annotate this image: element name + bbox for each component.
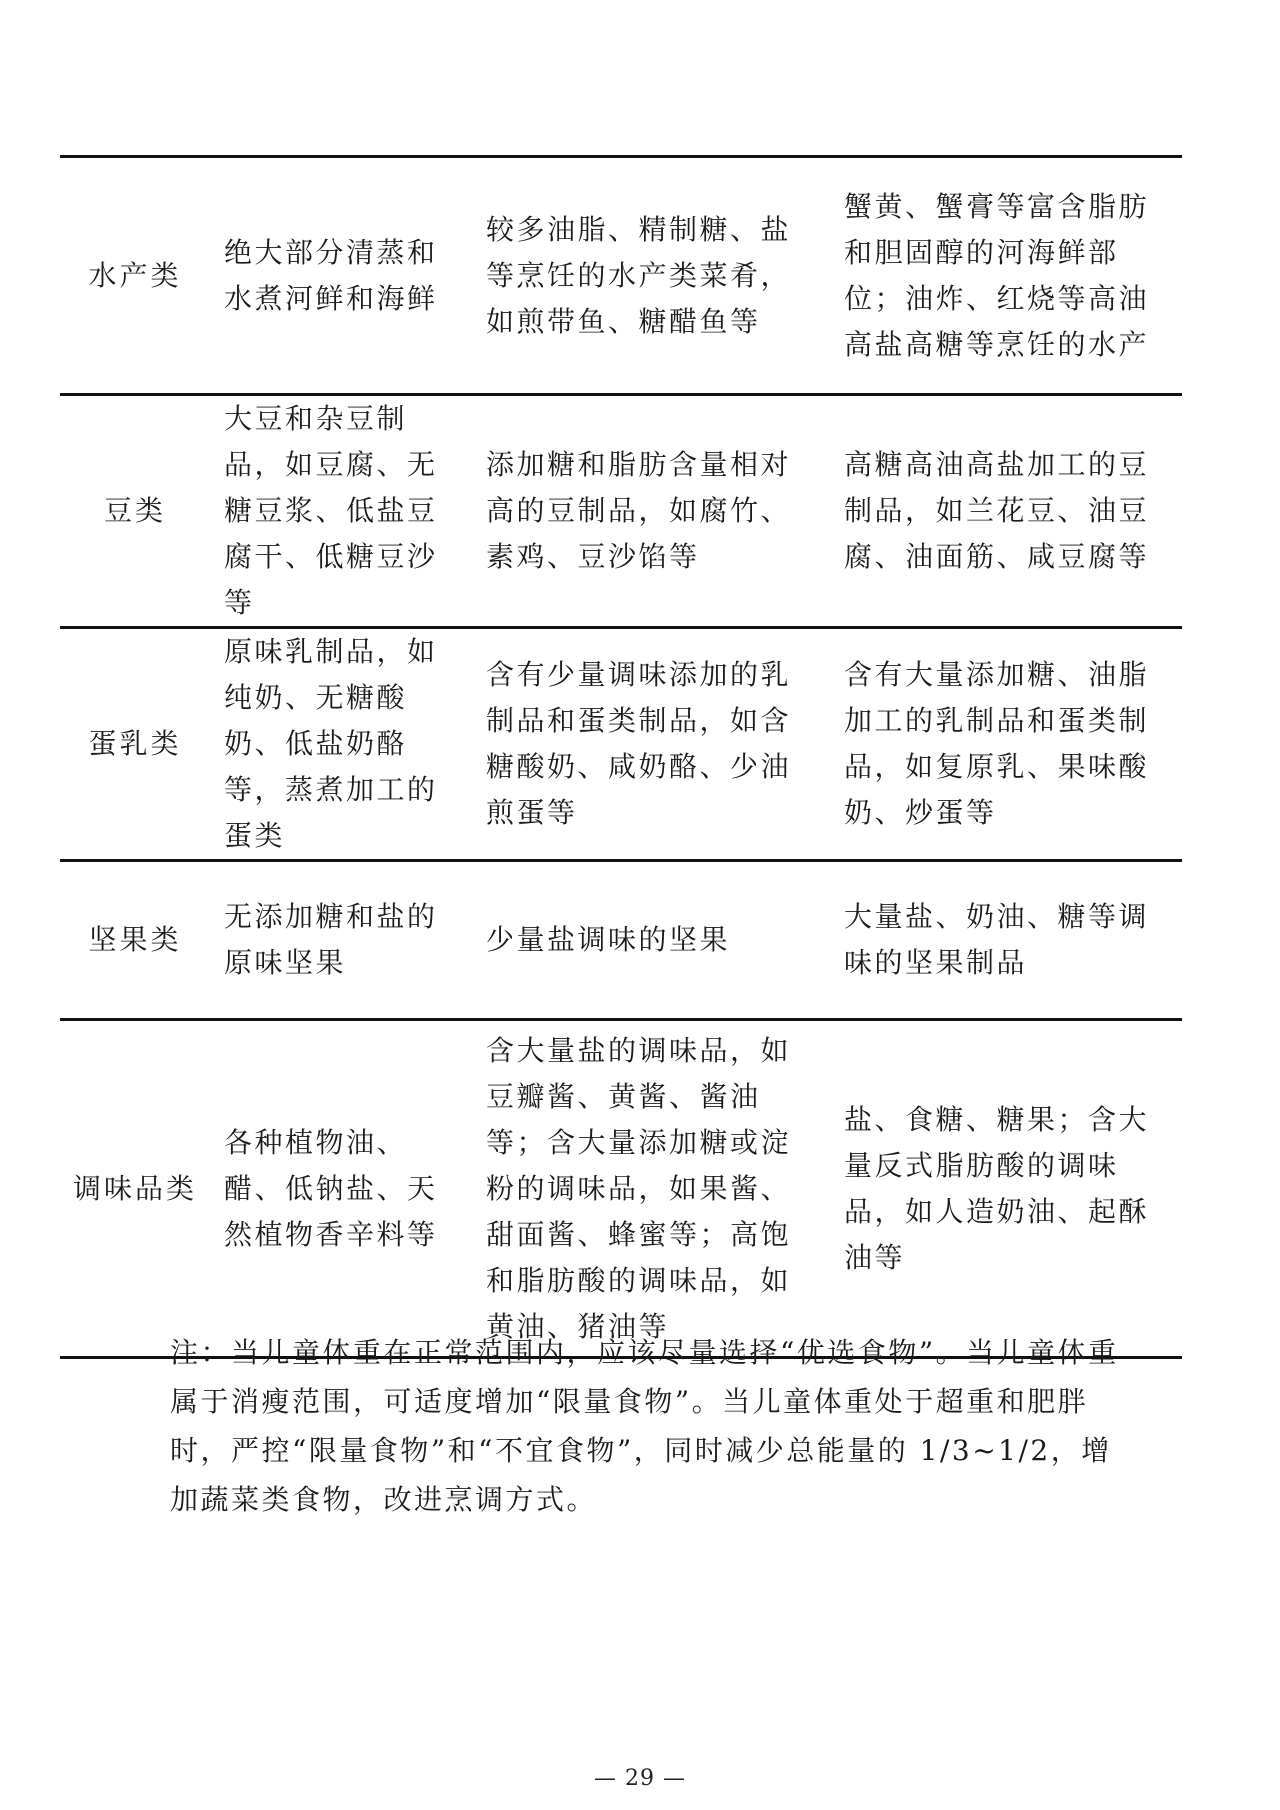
category-cell: 坚果类	[88, 923, 182, 956]
limited-food-cell: 添加糖和脂肪含量相对高的豆制品，如腐竹、素鸡、豆沙馅等	[486, 448, 792, 573]
table-row	[60, 395, 1182, 628]
category-cell: 蛋乳类	[88, 727, 182, 760]
page-number: — 29 —	[594, 1766, 686, 1791]
category-cell: 水产类	[88, 258, 182, 292]
table-note: 注：当儿童体重在正常范围内，应该尽量选择“优选食物”。当儿童体重属于消瘦范围，可适度增加“限量食物”。当儿童体重处于超重和肥胖时，严控“限量食物”和“不宜食物”，同时减少总能量的 1/3~1/2，增加蔬菜类食物，改进烹调方式。	[170, 1336, 1119, 1516]
preferred-food-cell: 原味乳制品，如纯奶、无糖酸奶、低盐奶酪等，蒸煮加工的蛋类	[224, 635, 438, 852]
table-row	[60, 861, 1182, 1020]
limited-food-cell: 含有少量调味添加的乳制品和蛋类制品，如含糖酸奶、咸奶酪、少油煎蛋等	[486, 658, 792, 829]
avoid-food-cell: 含有大量添加糖、油脂加工的乳制品和蛋类制品，如复原乳、果味酸奶、炒蛋等	[844, 658, 1150, 829]
category-cell: 豆类	[103, 494, 166, 527]
avoid-food-cell: 高糖高油高盐加工的豆制品，如兰花豆、油豆腐、油面筋、咸豆腐等	[844, 448, 1150, 573]
limited-food-cell: 较多油脂、精制糖、盐等烹饪的水产类菜肴，如煎带鱼、糖醋鱼等	[486, 212, 792, 338]
preferred-food-cell: 各种植物油、醋、低钠盐、天然植物香辛料等	[224, 1125, 438, 1251]
preferred-food-cell: 绝大部分清蒸和水煮河鲜和海鲜	[224, 235, 438, 315]
avoid-food-cell: 蟹黄、蟹膏等富含脂肪和胆固醇的河海鲜部位；油炸、红烧等高油高盐高糖等烹饪的水产	[844, 189, 1150, 361]
preferred-food-cell: 大豆和杂豆制品，如豆腐、无糖豆浆、低盐豆腐干、低糖豆沙等	[224, 402, 438, 619]
preferred-food-cell: 无添加糖和盐的原味坚果	[224, 900, 438, 979]
table-row	[60, 157, 1182, 395]
limited-food-cell: 少量盐调味的坚果	[486, 923, 731, 956]
table-row	[60, 628, 1182, 861]
limited-food-cell: 含大量盐的调味品，如豆瓣酱、黄酱、酱油等；含大量添加糖或淀粉的调味品，如果酱、甜面酱、蜂蜜等；高饱和脂肪酸的调味品，如黄油、猪油等	[486, 1033, 792, 1343]
category-cell: 调味品类	[72, 1171, 197, 1205]
avoid-food-cell: 大量盐、奶油、糖等调味的坚果制品	[844, 900, 1150, 979]
table-row	[60, 1020, 1182, 1358]
food-choice-table	[60, 155, 1182, 1359]
avoid-food-cell: 盐、食糖、糖果；含大量反式脂肪酸的调味品，如人造奶油、起酥油等	[844, 1102, 1150, 1274]
